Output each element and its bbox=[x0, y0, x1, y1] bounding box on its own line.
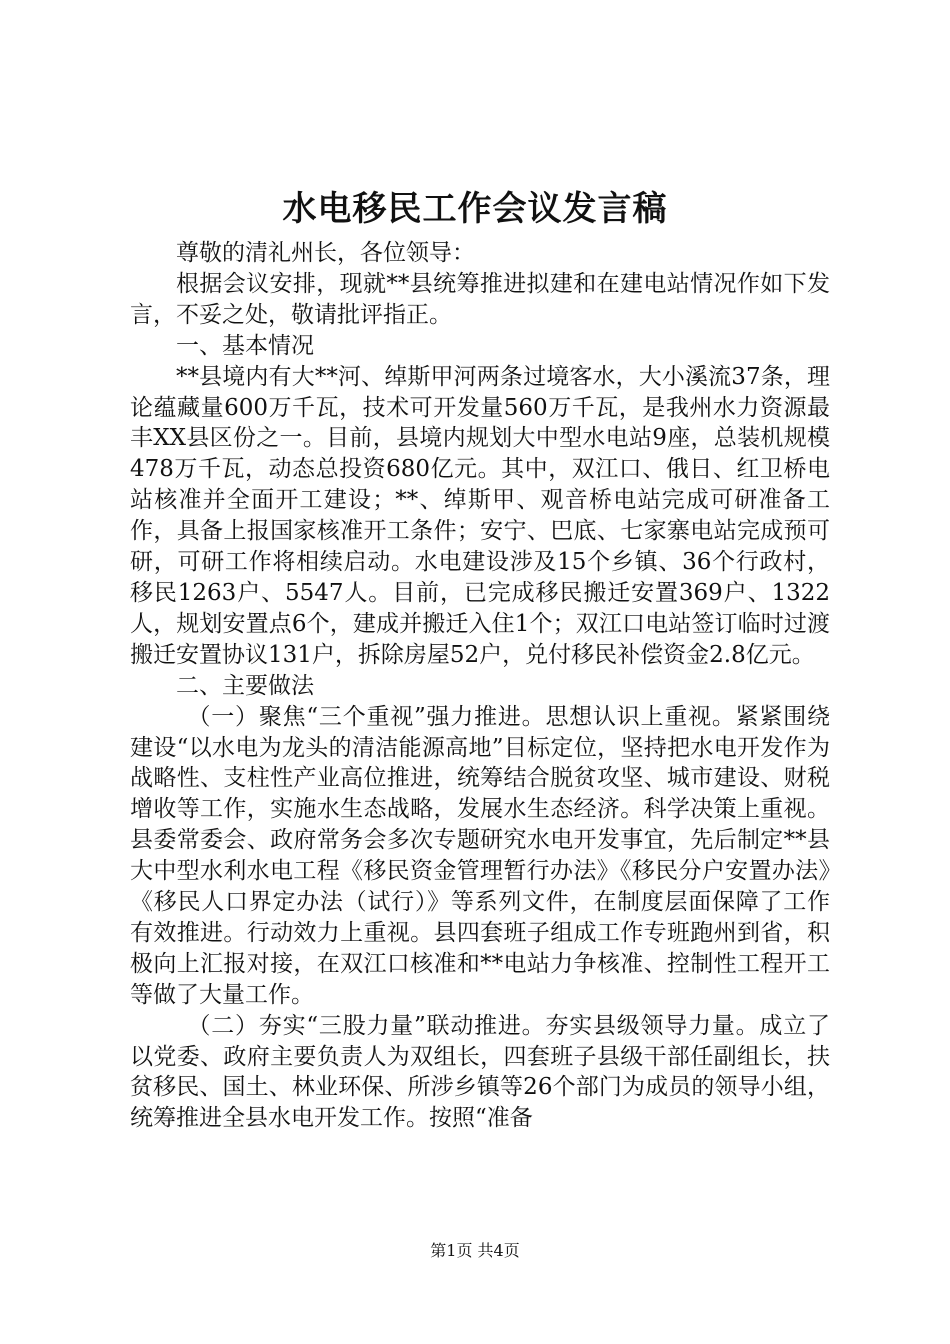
intro-paragraph: 根据会议安排，现就**县统筹推进拟建和在建电站情况作如下发言，不妥之处，敬请批评指正。 bbox=[130, 270, 830, 328]
section-heading-methods: 二、主要做法 bbox=[176, 672, 314, 699]
document-body bbox=[130, 238, 830, 1134]
method-one-paragraph: （一）聚焦“三个重视”强力推进。思想认识上重视。紧紧围绕建设“以水电为龙头的清洁能源高地”目标定位，坚持把水电开发作为战略性、支柱性产业高位推进，统筹结合脱贫攻坚、城市建设、财税增收等工作，实施水生态战略，发展水生态经济。科学决策上重视。县委常委会、政府常务会多次专题研究水电开发事宜，先后制定**县大中型水利水电工程《移民资金管理暂行办法》《移民分户安置办法》《移民人口界定办法（试行）》等系列文件，在制度层面保障了工作有效推进。行动效力上重视。县四套班子组成工作专班跑州到省，积极向上汇报对接，在双江口核准和**电站力争核准、控制性工程开工等做了大量工作。 bbox=[130, 703, 830, 1008]
method-two-paragraph: （二）夯实“三股力量”联动推进。夯实县级领导力量。成立了以党委、政府主要负责人为双组长，四套班子县级干部任副组长，扶贫移民、国土、林业环保、所涉乡镇等26个部门为成员的领导小组，统筹推进全县水电开发工作。按照“准备 bbox=[130, 1012, 830, 1132]
salutation-paragraph: 尊敬的清礼州长，各位领导： bbox=[176, 240, 475, 266]
section-heading-basic: 一、基本情况 bbox=[176, 332, 314, 359]
document-title: 水电移民工作会议发言稿 bbox=[282, 189, 668, 229]
page-number-footer: 第1页 共4页 bbox=[430, 1241, 520, 1260]
basic-situation-paragraph: **县境内有大**河、绰斯甲河两条过境客水，大小溪流37条，理论蕴藏量600万千瓦，技术可开发量560万千瓦，是我州水力资源最丰XX县区份之一。目前，县境内规划大中型水电站9座，总装机规模478万千瓦，动态总投资680亿元。其中，双江口、俄日、红卫桥电站核准并全面开工建设；**、绰斯甲、观音桥电站完成可研准备工作，具备上报国家核准开工条件；安宁、巴底、七家寨电站完成预可研，可研工作将相续启动。水电建设涉及15个乡镇、36个行政村，移民1263户、5547人。目前，已完成移民搬迁安置369户、1322人，规划安置点6个，建成并搬迁入住1个；双江口电站签订临时过渡搬迁安置协议131户，拆除房屋52户，兑付移民补偿资金2.8亿元。 bbox=[130, 363, 830, 668]
